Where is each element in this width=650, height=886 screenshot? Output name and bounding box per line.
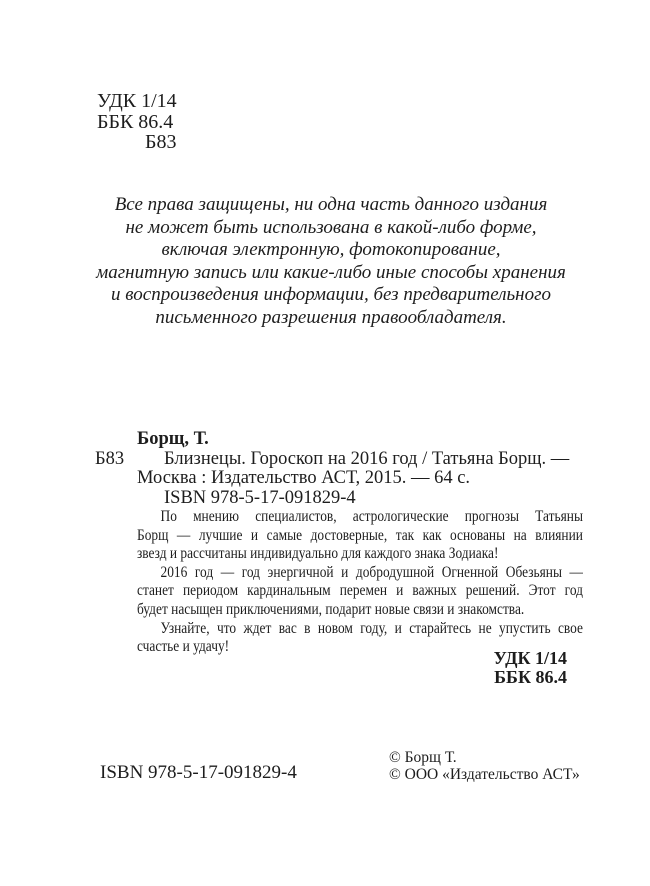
annotation-line: Узнайте, что ждет вас в новом году, и старайтесь не упустить свое — [160, 619, 583, 637]
udk-code-bottom: УДК 1/14 — [493, 648, 567, 668]
annotation-line: 2016 год — год энергичной и добродушной Огненной Обезьяны — — [160, 563, 583, 581]
notice-line: письменного разрешения правообладателя. — [155, 306, 507, 328]
footer-isbn: ISBN 978-5-17-091829-4 — [100, 762, 297, 783]
card-title-line: Близнецы. Гороскоп на 2016 год / Татьяна Борщ. — — [164, 448, 570, 469]
card-isbn-line: ISBN 978-5-17-091829-4 — [164, 487, 356, 508]
annotation-line: Борщ — лучшие и самые достоверные, так как основаны на влиянии — [137, 526, 583, 544]
annotation-paragraph — [137, 564, 583, 620]
top-classification-codes — [97, 91, 177, 153]
annotation-line: будет насыщен приключениями, подарит новые связи и знакомства. — [137, 600, 525, 618]
card-publisher-line: Москва : Издательство АСТ, 2015. — 64 с. — [137, 468, 471, 488]
notice-line: магнитную запись или какие-либо иные способы хранения — [96, 261, 566, 283]
annotation-block — [137, 508, 583, 657]
copyright-author-line: © Борщ Т. — [389, 749, 457, 766]
author-sign-code: Б83 — [145, 131, 177, 153]
catalog-card — [95, 429, 607, 508]
notice-line: не может быть использована в какой-либо форме, — [125, 216, 537, 238]
notice-line: включая электронную, фотокопирование, — [161, 239, 501, 261]
copyright-notice — [90, 194, 572, 330]
card-author-sign: Б83 — [95, 448, 125, 469]
bbk-code-bottom: ББК 86.4 — [494, 666, 567, 687]
annotation-line: станет периодом кардинальным перемен и важных решений. Этот год — [137, 582, 583, 600]
bbk-code: ББК 86.4 — [97, 110, 174, 133]
card-author-name: Борщ, Т. — [137, 429, 209, 449]
udk-code: УДК 1/14 — [97, 90, 177, 112]
annotation-paragraph — [137, 508, 583, 564]
notice-line: Все права защищены, ни одна часть данного издания — [114, 194, 548, 215]
annotation-line: звезд и рассчитаны индивидуально для каждого знака Зодиака! — [137, 545, 499, 563]
footer-copyrights — [389, 750, 580, 783]
annotation-line: счастье и удачу! — [137, 638, 230, 656]
annotation-line: По мнению специалистов, астрологические прогнозы Татьяны — [160, 508, 583, 525]
bottom-classification-codes — [494, 649, 567, 686]
notice-line: и воспроизведения информации, без предварительного — [111, 284, 551, 306]
copyright-publisher-line: © ООО «Издательство АСТ» — [389, 765, 580, 783]
